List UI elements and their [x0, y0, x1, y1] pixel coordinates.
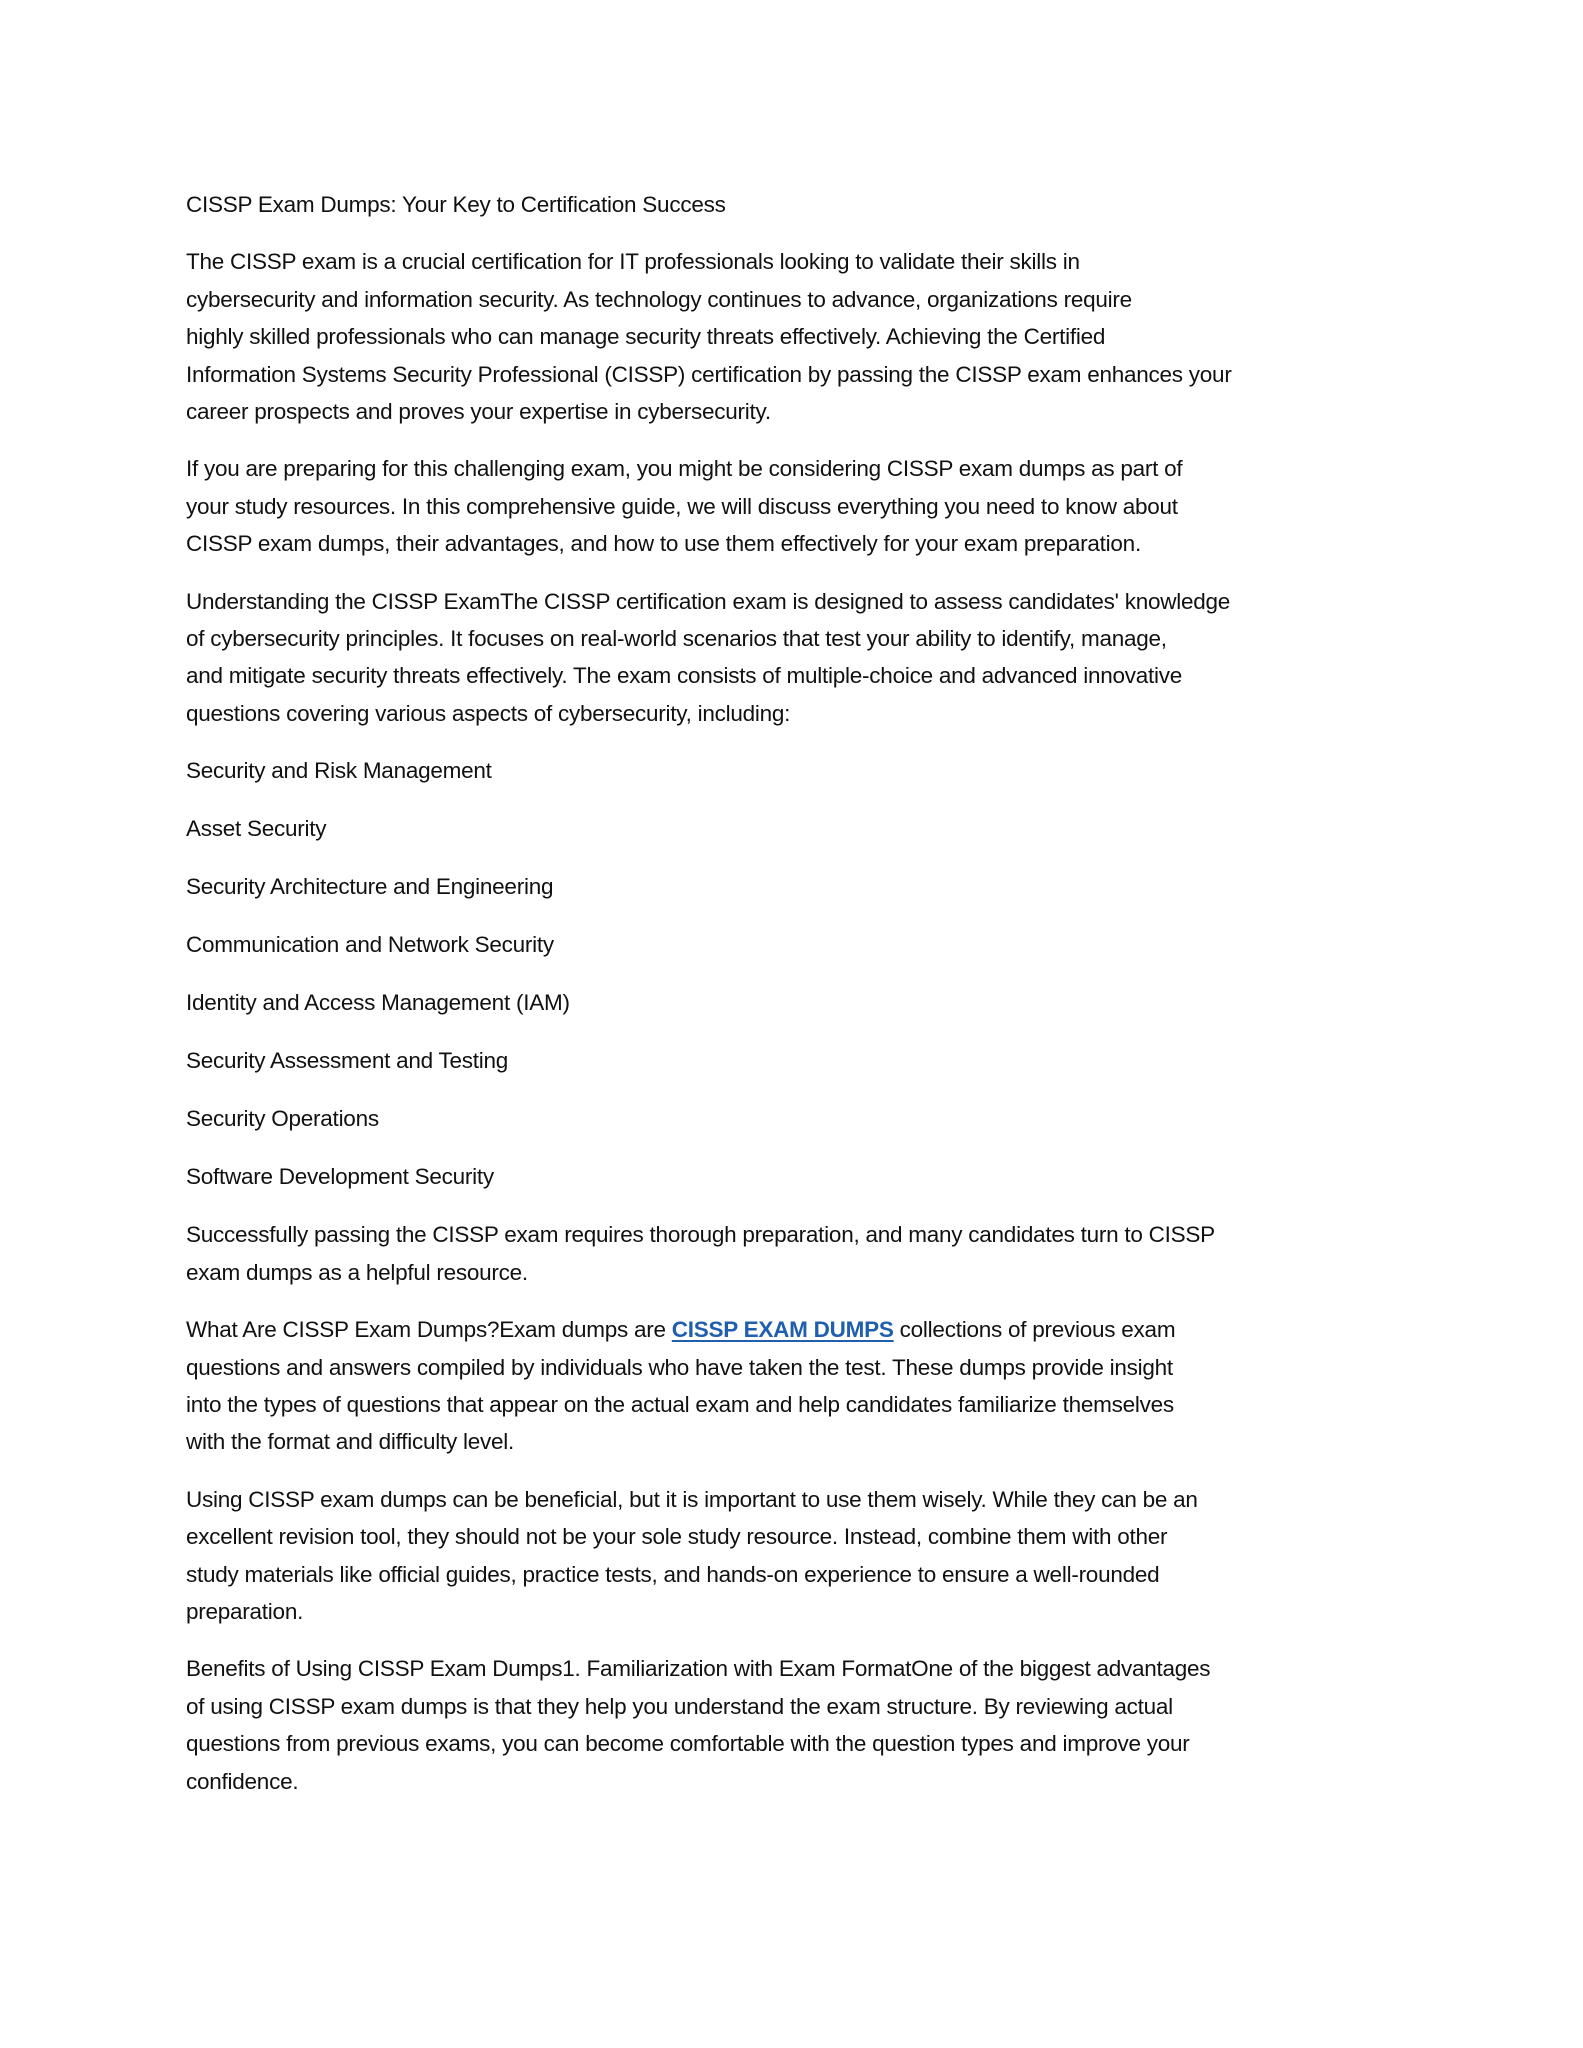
cissp-exam-dumps-link[interactable]: CISSP EXAM DUMPS	[671, 1317, 894, 1343]
text-line: excellent revision tool, they should not be your sole study resource. Instead, combine them with other	[186, 1524, 1168, 1550]
text-line: Understanding the CISSP ExamThe CISSP certification exam is designed to assess candidates' knowledge	[186, 588, 1231, 614]
domains-list	[186, 752, 1401, 1195]
text-line	[186, 1311, 1401, 1348]
list-item: Security Assessment and Testing	[186, 1048, 509, 1074]
list-item: Security and Risk Management	[186, 758, 492, 784]
list-item: Security Architecture and Engineering	[186, 874, 554, 900]
what-are-paragraph	[186, 1311, 1401, 1461]
text-line: career prospects and proves your expertise in cybersecurity.	[186, 399, 771, 425]
text-line: Information Systems Security Professional (CISSP) certification by passing the CISSP exam enhances your	[186, 361, 1232, 387]
text-line: The CISSP exam is a crucial certification for IT professionals looking to validate their skills in	[186, 249, 1080, 275]
successfully-paragraph	[186, 1216, 1401, 1291]
text-line: and mitigate security threats effectively. The exam consists of multiple-choice and advanced innovative	[186, 663, 1183, 689]
text-line: of cybersecurity principles. It focuses on real-world scenarios that test your ability to identify, manage,	[186, 626, 1167, 652]
text-line: with the format and difficulty level.	[186, 1429, 514, 1455]
text-line: preparation.	[186, 1598, 304, 1624]
text-line: CISSP exam dumps, their advantages, and how to use them effectively for your exam preparation.	[186, 531, 1141, 557]
text-line: your study resources. In this comprehensive guide, we will discuss everything you need to know about	[186, 493, 1178, 519]
text-line: Using CISSP exam dumps can be beneficial, but it is important to use them wisely. While they can be an	[186, 1486, 1198, 1512]
text-line: questions and answers compiled by individuals who have taken the test. These dumps provide insight	[186, 1354, 1173, 1380]
document-title: CISSP Exam Dumps: Your Key to Certification Success	[186, 192, 726, 217]
list-item: Communication and Network Security	[186, 932, 554, 958]
text-line: questions covering various aspects of cybersecurity, including:	[186, 700, 791, 726]
using-paragraph	[186, 1481, 1401, 1631]
text-line: Benefits of Using CISSP Exam Dumps1. Familiarization with Exam FormatOne of the biggest advantages	[186, 1656, 1211, 1682]
benefits-paragraph	[186, 1650, 1401, 1800]
text-line: exam dumps as a helpful resource.	[186, 1259, 528, 1285]
text-line: questions from previous exams, you can become comfortable with the question types and improve your	[186, 1731, 1190, 1757]
text-line: study materials like official guides, practice tests, and hands-on experience to ensure a well-rounded	[186, 1561, 1160, 1587]
list-item: Asset Security	[186, 816, 327, 842]
text-line: If you are preparing for this challenging exam, you might be considering CISSP exam dumps as part of	[186, 456, 1183, 482]
text-line: Successfully passing the CISSP exam requires thorough preparation, and many candidates turn to CISSP	[186, 1222, 1215, 1248]
list-item: Software Development Security	[186, 1164, 494, 1190]
text-segment: What Are CISSP Exam Dumps?Exam dumps are	[186, 1317, 672, 1343]
document-body	[186, 186, 1401, 1820]
intro-paragraph	[186, 243, 1401, 430]
list-item: Security Operations	[186, 1106, 379, 1132]
text-line: into the types of questions that appear on the actual exam and help candidates familiarize themselves	[186, 1391, 1174, 1417]
text-line: confidence.	[186, 1768, 299, 1794]
text-line: of using CISSP exam dumps is that they help you understand the exam structure. By reviewing actual	[186, 1693, 1173, 1719]
text-line: highly skilled professionals who can manage security threats effectively. Achieving the Certified	[186, 324, 1106, 350]
understanding-paragraph	[186, 583, 1401, 733]
preparing-paragraph	[186, 450, 1401, 562]
text-segment: collections of previous exam	[893, 1317, 1176, 1343]
text-line: cybersecurity and information security. As technology continues to advance, organizations require	[186, 286, 1132, 312]
list-item: Identity and Access Management (IAM)	[186, 990, 570, 1016]
